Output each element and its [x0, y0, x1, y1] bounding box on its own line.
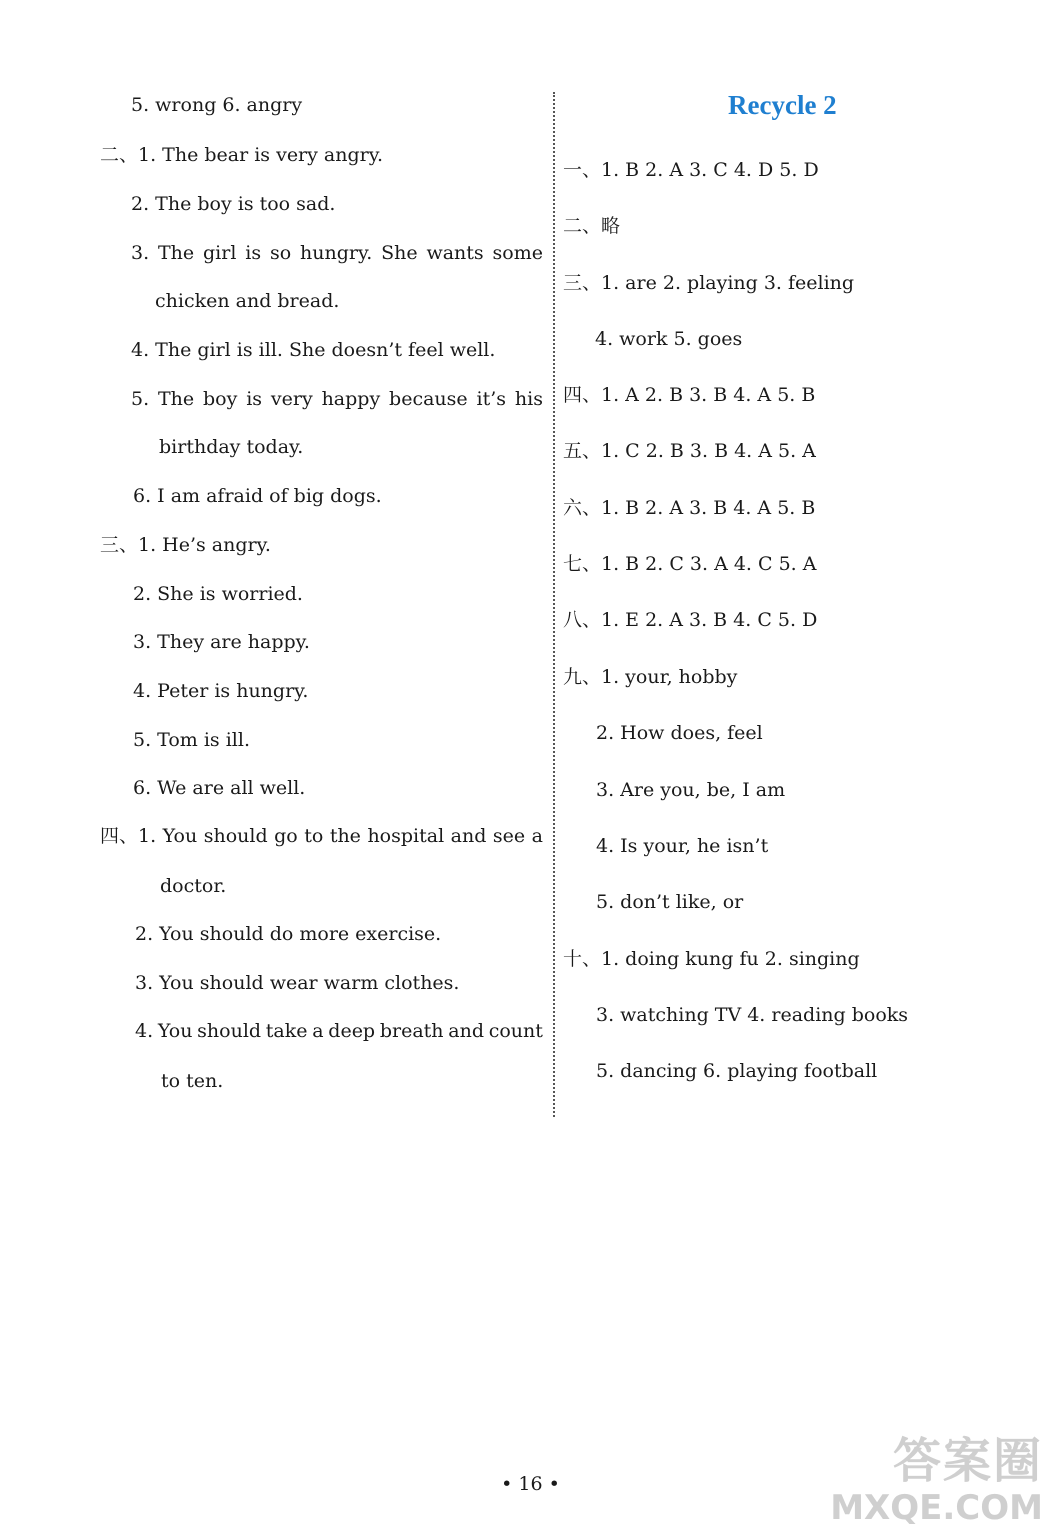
answer-line: 3. They are happy. — [133, 631, 310, 653]
answer-line — [131, 240, 543, 266]
word: deep — [328, 1020, 376, 1042]
word: The — [158, 242, 195, 264]
section-5-heading: 五、1. C 2. B 3. B 4. A 5. A — [563, 440, 816, 462]
section-2-heading: 二、1. The bear is very angry. — [100, 144, 383, 166]
answer-line: 6. I am afraid of big dogs. — [133, 485, 382, 507]
answer-line: to ten. — [161, 1070, 224, 1092]
word: 5. — [131, 388, 150, 410]
word: 四、1. — [100, 825, 157, 847]
answer-line: 4. Peter is hungry. — [133, 680, 309, 702]
section-7-heading: 七、1. B 2. C 3. A 4. C 5. A — [563, 553, 817, 575]
answer-line: 4. work 5. goes — [595, 328, 743, 350]
word: and — [450, 825, 487, 847]
answer-line: 3. Are you, be, I am — [596, 779, 786, 801]
word: it’s — [476, 388, 507, 410]
watermark-top-text: 答案圈 — [892, 1433, 1043, 1489]
answer-line: 4. Is your, he isn’t — [596, 835, 769, 857]
word: wants — [426, 242, 484, 264]
answer-line: 3. watching TV 4. reading books — [596, 1004, 909, 1026]
word: breath — [379, 1020, 444, 1042]
word: hungry. — [300, 242, 373, 264]
answer-line: 4. The girl is ill. She doesn’t feel well. — [131, 339, 496, 361]
word: should — [197, 1020, 262, 1042]
section-4-heading: 四、1. A 2. B 3. B 4. A 5. B — [563, 384, 816, 406]
answer-line — [131, 386, 543, 412]
word: 4. — [135, 1020, 154, 1042]
word: very — [270, 388, 313, 410]
section-9-heading: 九、1. your, hobby — [563, 666, 738, 688]
watermark-bottom-text: MXQE.COM — [830, 1488, 1043, 1528]
answer-line — [135, 1018, 543, 1044]
word: to — [304, 825, 324, 847]
answer-line: 6. We are all well. — [133, 777, 306, 799]
word: hospital — [367, 825, 445, 847]
column-divider — [553, 92, 555, 1117]
watermark-logo — [797, 1418, 1047, 1528]
word: She — [381, 242, 418, 264]
answer-line: 2. The boy is too sad. — [131, 193, 336, 215]
word: boy — [203, 388, 238, 410]
word: a — [312, 1020, 324, 1042]
section-10-heading: 十、1. doing kung fu 2. singing — [563, 948, 860, 970]
section-3-heading: 三、1. He’s angry. — [100, 534, 271, 556]
answer-line: 3. You should wear warm clothes. — [135, 972, 460, 994]
word: so — [269, 242, 292, 264]
word: You — [162, 825, 198, 847]
word: his — [514, 388, 543, 410]
section-6-heading: 六、1. B 2. A 3. B 4. A 5. B — [563, 497, 816, 519]
word: count — [488, 1020, 543, 1042]
word: should — [203, 825, 268, 847]
word: is — [245, 242, 262, 264]
section-1-heading: 一、1. B 2. A 3. C 4. D 5. D — [563, 159, 819, 181]
answer-line: 5. dancing 6. playing football — [596, 1060, 878, 1082]
word: girl — [203, 242, 237, 264]
section-title: Recycle 2 — [728, 90, 837, 120]
answer-line: 2. How does, feel — [596, 722, 763, 744]
word: a — [531, 825, 543, 847]
answer-line: 5. Tom is ill. — [133, 729, 250, 751]
word: The — [158, 388, 195, 410]
answer-line: birthday today. — [159, 436, 304, 458]
word: take — [265, 1020, 308, 1042]
word: You — [157, 1020, 193, 1042]
word: see — [492, 825, 526, 847]
word: some — [492, 242, 543, 264]
word: happy — [321, 388, 381, 410]
answer-line: doctor. — [160, 875, 227, 897]
answer-line: chicken and bread. — [155, 290, 340, 312]
word: 3. — [131, 242, 150, 264]
word: is — [246, 388, 263, 410]
section-2-heading: 二、略 — [563, 215, 621, 237]
answer-line: 5. don’t like, or — [596, 891, 744, 913]
answer-line: 2. She is worried. — [133, 583, 303, 605]
word: go — [274, 825, 298, 847]
answer-line: 5. wrong 6. angry — [131, 94, 303, 116]
section-8-heading: 八、1. E 2. A 3. B 4. C 5. D — [563, 609, 818, 631]
answer-line: 2. You should do more exercise. — [135, 923, 442, 945]
page-number: • 16 • — [501, 1473, 560, 1495]
word: and — [448, 1020, 484, 1042]
word: the — [329, 825, 361, 847]
word: because — [389, 388, 468, 410]
section-3-heading: 三、1. are 2. playing 3. feeling — [563, 272, 855, 294]
section-4-heading — [100, 823, 543, 849]
